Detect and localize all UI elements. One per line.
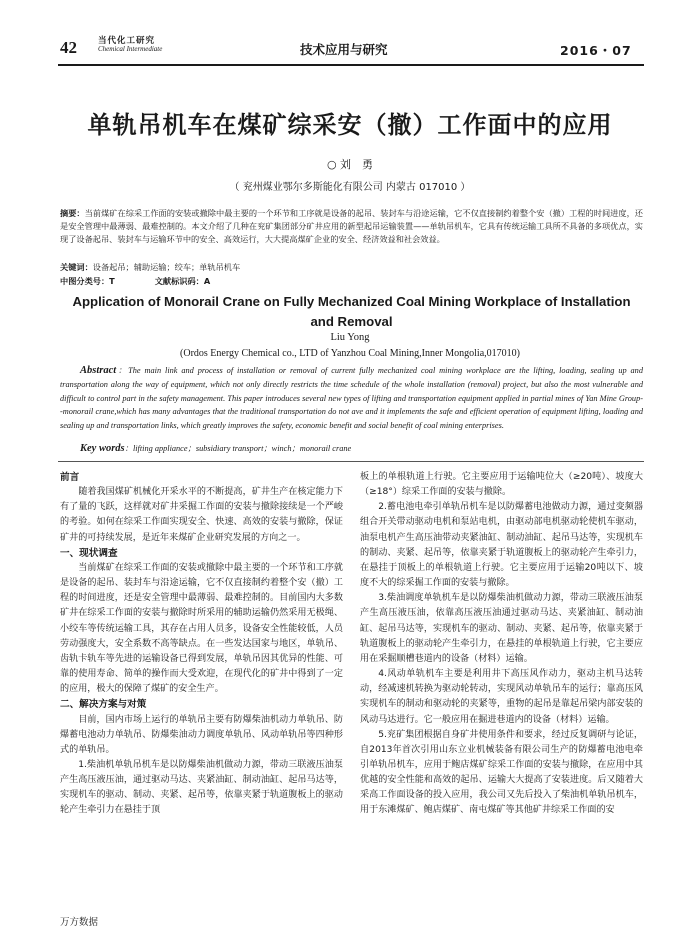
abstract-en: Abstract：The main link and process of installation or removal of current fully mechanized coal mining workplace are the lifting, loading, sealing up and transportation along the way of equipment, which not only directly restricts the time schedule of the whole installation (removal) project, but also the most vulnerable and difficult to control part in the safety management. This paper introduces several new types of lifting and transportation equipment applied in partial mines of Yan Mine Group--monorail crane,which has many advantages that the traditional transportation do not ave and it implements the safe and efficient operation of equipment lifting, loading and sealing up and transportation links, which greatly improves the safety, economic benefit and social benefit of coal mining enterprises.	[60, 365, 643, 431]
clc-label: 中图分类号：	[60, 276, 110, 286]
body-column-left	[60, 470, 343, 819]
affiliation-en: (Ordos Energy Chemical co., LTD of Yanzhou Coal Mining,Inner Mongolia,017010)	[180, 348, 520, 359]
abstract-cn	[60, 207, 643, 246]
abstract-divider	[58, 461, 644, 462]
section-heading: 前言	[60, 472, 80, 483]
body-paragraph-continued: 板上的单根轨道上行驶。它主要应用于运输吨位大（≥20吨）、坡度大（≥18°）综采工作面的安装与撤除。	[360, 472, 643, 498]
body-paragraph: 当前煤矿在综采工作面的安装或撤除中最主要的一个环节和工序就是设备的起吊、装封车与沿途运输，它不仅直接制约着整个安（撤）工程的时间进度，还是安全管理中最薄弱、最难控制的。目前国内大多数矿井在综采工作面的安装与撤除时所采用的辅助运输仍然采用无极绳、小绞车等传统运输工具，其存在占用人员多，设备安全性能较低，人员劳动强度大，安全系数不高等缺点。在一些发达国家与地区，单轨吊、齿轨卡轨车等先进的运输设备已得到发展，单轨吊因其优异的性能、可靠的使用寿命、简单的操作而大受欢迎，在现代化的矿井中得到了一定的应用，极大的保障了煤矿的安全生产。	[60, 562, 343, 695]
body-paragraph: 4.风动单轨机车主要是利用井下高压风作动力，驱动主机马达转动，经减速机转换为驱动轮转动，实现风动单轨吊车的运行；靠高压风实现机车的制动和驱动轮的夹紧等，重物的起吊是靠起吊梁内部安装的风动马达进行。它一般应用在掘进巷道内的设备（材料）运输。	[360, 669, 643, 725]
clc-value: T	[109, 276, 115, 286]
body-paragraph: 2.蓄电池电牵引单轨吊机车是以防爆蓄电池做动力源，通过变频器组合开关带动驱动电机和泵站电机，由驱动部电机驱动轮使机车驱动，油泵电机产生高压油带动夹紧油缸、制动油缸、起吊马达等，实现机车的制动、夹紧、起吊等，依靠夹紧于轨道腹板上的驱动轮产生牵引力，在悬挂于顶板上的单根轨道上行驶。它主要应用于运输20吨以下、坡度不大的综采掘工作面的安装与撤除。	[360, 502, 643, 589]
abstract-cn-label: 摘要：	[60, 208, 85, 218]
keywords-cn-text: 设备起吊；辅助运输；绞车；单轨吊机车	[92, 262, 241, 272]
body-paragraph: 随着我国煤矿机械化开采水平的不断提高，矿井生产在核定能力下有了量的飞跃，这样就对矿井采掘工作面的安装与撤除接续是一个严峻的考验。如何在综采工作面实现安全、快速、高效的安装与撤除，保证矿井的可持续发展，是近年来煤矿企业研究发展的方向之一。	[60, 487, 343, 543]
keywords-en-label: Key words	[80, 443, 125, 454]
section-title: 技术应用与研究	[300, 42, 388, 57]
issue-label: 2016・07	[560, 43, 632, 58]
keywords-cn-label: 关键词：	[60, 262, 93, 272]
article-title-en: Application of Monorail Crane on Fully Mechanized Coal Mining Workplace of Installation and Removal	[72, 294, 631, 329]
keywords-cn	[60, 262, 240, 273]
journal-brand	[98, 37, 162, 53]
affiliation-cn: （ 兖州煤业鄂尔多斯能化有限公司 内蒙古 017010 ）	[229, 182, 471, 193]
doc-code-label: 文献标识码：	[154, 276, 204, 286]
doc-code-value: A	[203, 276, 211, 286]
abstract-en-label: Abstract	[80, 365, 117, 376]
article-title-cn: 单轨吊机车在煤矿综采安（撤）工作面中的应用	[87, 111, 613, 139]
abstract-cn-text: 当前煤矿在综采工作面的安装或撤除中最主要的一个环节和工序就是设备的起吊、装封车与沿途运输，它不仅直接制约着整个安（撤）工程的时间进度，还是安全管理中最薄弱、最难控制的。本文介绍了几种在兖矿集团部分矿井应用的新型起吊运输装置——单轨吊机车，它具有传统运输工具所不具备的多项优点，实现了设备起吊、装封车与运输环节中的安全、高效运行，大大提高煤矿企业的安全、经济效益和社会效益。	[60, 208, 643, 244]
body-paragraph: 3.柴油调度单轨机车是以防爆柴油机做动力源，带动三联液压油泵产生高压液压油，依靠高压液压油通过驱动马达、夹紧油缸、制动油缸、起吊马达等，实现机车的驱动、制动、夹紧、起吊等，依靠夹紧于轨道腹板上的驱动轮产生牵引力，在悬挂的单根轨道上行驶，它主要应用在采掘顺槽巷道内的设备（材料）运输。	[360, 593, 643, 664]
page-number: 42	[60, 38, 77, 57]
keywords-en: Key words：lifting appliance；subsidiary transport；winch；monorail crane	[80, 443, 352, 454]
header-divider	[58, 64, 644, 66]
classification-cn	[60, 276, 210, 287]
author-en: Liu Yong	[330, 332, 370, 343]
body-paragraph: 目前，国内市场上运行的单轨吊主要有防爆柴油机动力单轨吊、防爆蓄电池动力单轨吊、防爆柴油动力调度单轨吊、风动单轨吊等四种形式的单轨吊。	[60, 714, 343, 755]
body-paragraph: 1.柴油机单轨吊机车是以防爆柴油机做动力源，带动三联液压油泵产生高压液压油，通过驱动马达、夹紧油缸、制动油缸、起吊马达等，实现机车的驱动、制动、夹紧、起吊等，依靠夹紧于轨道腹板上的驱动轮产生牵引力在悬挂于顶	[60, 759, 343, 816]
body-paragraph: 5.兖矿集团根据自身矿井使用条件和要求，经过反复调研与论证，自2013年首次引用山东立业机械装备有限公司生产的防爆蓄电池电牵引单轨吊机车，应用于鲍店煤矿综采工作面的安装与撤除，在应用中其优越的安全性能和高效的起吊、运输大大提高了安装进度。后又随着大采高工作面设备的投入应用，我公司又先后投入了柴油机单轨吊机车，用于东滩煤矿、鲍店煤矿、南屯煤矿等其他矿井综采工作面的安	[360, 729, 643, 816]
keywords-en-text: lifting appliance；subsidiary transport；winch；monorail crane	[132, 444, 352, 453]
author-cn: ○ 刘 勇	[326, 158, 374, 171]
section-heading: 二、解决方案与对策	[60, 699, 147, 711]
abstract-en-text: The main link and process of installation or removal of current fully mechanized coal mining workplace are the lifting, loading, sealing up and transportation along the way of equipment, which not only directly restricts the time schedule of the whole installation (removal) project, but also the most vulnerable and difficult to control part in the safety management. This paper introduces several new types of lifting and transportation equipment applied in partial mines of Yan Mine Group--monorail crane,which has many advantages that the traditional transportation do not ave and it implements the safe and efficient operation of equipment lifting, loading and sealing up and transportation links, which greatly improves the safety, economic benefit and social benefit of coal mining enterprises.	[60, 366, 643, 431]
footer-watermark: 万方数据	[60, 917, 99, 928]
body-column-right	[360, 470, 643, 819]
section-heading: 一、现状调查	[60, 547, 118, 559]
journal-name-en: Chemical Intermediate	[98, 44, 163, 53]
journal-name-cn: 当代化工研究	[98, 36, 156, 46]
